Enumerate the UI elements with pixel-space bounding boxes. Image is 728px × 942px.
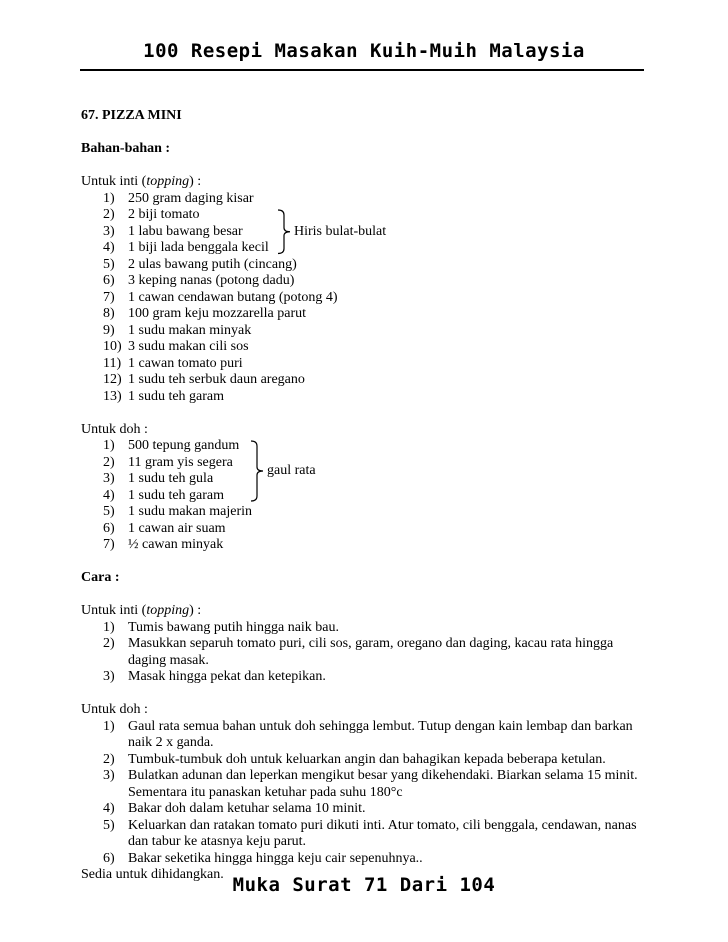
list-number: 10) <box>103 339 122 354</box>
list-text: 1 sudu teh garam <box>128 487 225 503</box>
list-text: 1 sudu teh serbuk daun aregano <box>128 372 305 387</box>
method-step <box>81 801 651 818</box>
list-text: 3 keping nanas (potong dadu) <box>128 273 295 288</box>
topping-ingredient <box>81 372 651 389</box>
list-number: 1) <box>103 718 115 734</box>
method-heading: Cara : <box>81 570 120 585</box>
method-step <box>81 768 651 801</box>
list-number: 3) <box>103 471 115 486</box>
topping-ingredient <box>81 273 651 290</box>
closing-line: Sedia untuk dihidangkan. <box>81 867 224 882</box>
list-text: 1 cawan tomato puri <box>128 355 243 371</box>
method-step <box>81 851 651 868</box>
method-topping-heading: Untuk inti (topping) : <box>81 603 202 618</box>
topping-ingredient <box>81 389 651 406</box>
dough-ingredient <box>81 455 651 472</box>
mix-group-brace <box>249 440 267 502</box>
dough-ingredient <box>81 537 651 554</box>
topping-ingredient <box>81 323 651 340</box>
list-number: 6) <box>103 520 115 536</box>
list-number: 2) <box>103 454 115 470</box>
list-text: 2 ulas bawang putih (cincang) <box>128 256 297 272</box>
method-dough-heading: Untuk doh : <box>81 702 148 717</box>
list-number: 11) <box>103 355 122 371</box>
list-text: Bakar doh dalam ketuhar selama 10 minit. <box>128 801 366 816</box>
list-number: 2) <box>103 207 115 222</box>
method-step <box>81 636 651 669</box>
mix-group-note: gaul rata <box>267 463 316 478</box>
list-number: 13) <box>103 388 122 404</box>
list-number: 3) <box>103 669 115 684</box>
topping-ingredient <box>81 356 651 373</box>
topping-ingredient <box>81 240 651 257</box>
topping-ingredient <box>81 306 651 323</box>
list-number: 5) <box>103 817 115 833</box>
list-number: 6) <box>103 850 115 866</box>
list-text: Bakar seketika hingga hingga keju cair sepenuhnya.. <box>128 850 423 866</box>
dough-ingredient <box>81 504 651 521</box>
dough-ingredient <box>81 488 651 505</box>
list-text: 1 sudu teh garam <box>128 388 225 404</box>
method-step <box>81 719 651 752</box>
method-step <box>81 752 651 769</box>
list-text: Masak hingga pekat dan ketepikan. <box>128 669 326 684</box>
topping-ingredient-list <box>81 191 651 406</box>
list-text: 1 sudu teh gula <box>128 471 214 486</box>
method-topping-steps <box>81 620 651 686</box>
dough-ingredient <box>81 521 651 538</box>
list-text: 500 tepung gandum <box>128 438 240 453</box>
topping-ingredient <box>81 207 651 224</box>
topping-heading: Untuk inti (topping) : <box>81 174 202 189</box>
method-step <box>81 620 651 637</box>
list-text: 250 gram daging kisar <box>128 190 254 206</box>
list-text: Tumbuk-tumbuk doh untuk keluarkan angin dan bahagikan kepada beberapa ketulan. <box>128 751 606 767</box>
dough-ingredient <box>81 471 651 488</box>
list-text: 1 cawan air suam <box>128 520 226 536</box>
list-number: 6) <box>103 273 115 288</box>
list-number: 9) <box>103 322 115 338</box>
list-number: 7) <box>103 537 115 552</box>
list-text: 11 gram yis segera <box>128 454 233 470</box>
list-text: Bulatkan adunan dan leperkan mengikut besar yang dikehendaki. Biarkan selama 15 minit. Sementara itu panaskan ketuhar pada suhu 180°c <box>128 768 638 800</box>
list-text: 1 labu bawang besar <box>128 223 243 239</box>
list-number: 7) <box>103 289 115 305</box>
list-number: 4) <box>103 240 115 255</box>
recipe-content <box>81 108 651 884</box>
list-number: 4) <box>103 801 115 816</box>
list-number: 4) <box>103 487 115 503</box>
list-text: 1 biji lada benggala kecil <box>128 240 269 255</box>
page-footer: Muka Surat 71 Dari 104 <box>232 874 496 896</box>
dough-ingredient-list <box>81 438 651 554</box>
list-text: Tumis bawang putih hingga naik bau. <box>128 619 340 635</box>
list-number: 12) <box>103 372 122 387</box>
list-text: Gaul rata semua bahan untuk doh sehingga lembut. Tutup dengan kain lembap dan barkan naik 2 x ganda. <box>128 718 633 750</box>
topping-ingredient <box>81 257 651 274</box>
dough-ingredient <box>81 438 651 455</box>
list-text: 2 biji tomato <box>128 207 200 222</box>
topping-ingredient <box>81 339 651 356</box>
recipe-title: 67. PIZZA MINI <box>81 108 182 123</box>
list-number: 8) <box>103 306 115 321</box>
list-text: 3 sudu makan cili sos <box>128 339 249 354</box>
page-header: 100 Resepi Masakan Kuih-Muih Malaysia <box>143 40 585 62</box>
topping-ingredient <box>81 191 651 208</box>
method-step <box>81 669 651 686</box>
dough-heading: Untuk doh : <box>81 421 148 437</box>
method-step <box>81 818 651 851</box>
header-rule <box>80 69 644 71</box>
method-dough-steps <box>81 719 651 868</box>
list-text: 1 sudu makan majerin <box>128 504 253 519</box>
list-text: 100 gram keju mozzarella parut <box>128 306 307 321</box>
slice-group-brace <box>276 209 294 255</box>
list-number: 1) <box>103 619 115 635</box>
list-text: Masukkan separuh tomato puri, cili sos, garam, oregano dan daging, kacau rata hingga daging masak. <box>128 636 614 668</box>
list-text: ½ cawan minyak <box>128 537 224 552</box>
list-number: 3) <box>103 768 115 783</box>
list-number: 5) <box>103 504 115 519</box>
list-number: 1) <box>103 438 115 453</box>
list-text: 1 sudu makan minyak <box>128 322 252 338</box>
list-text: 1 cawan cendawan butang (potong 4) <box>128 289 338 305</box>
ingredients-heading: Bahan-bahan : <box>81 141 171 156</box>
list-number: 2) <box>103 636 115 651</box>
list-number: 1) <box>103 190 115 206</box>
topping-ingredient <box>81 290 651 307</box>
list-number: 5) <box>103 256 115 272</box>
list-text: Keluarkan dan ratakan tomato puri dikuti inti. Atur tomato, cili benggala, cendawan, nanas dan tabur ke atasnya keju parut. <box>128 817 637 849</box>
list-number: 2) <box>103 751 115 767</box>
list-number: 3) <box>103 223 115 239</box>
slice-group-note: Hiris bulat-bulat <box>294 223 387 239</box>
